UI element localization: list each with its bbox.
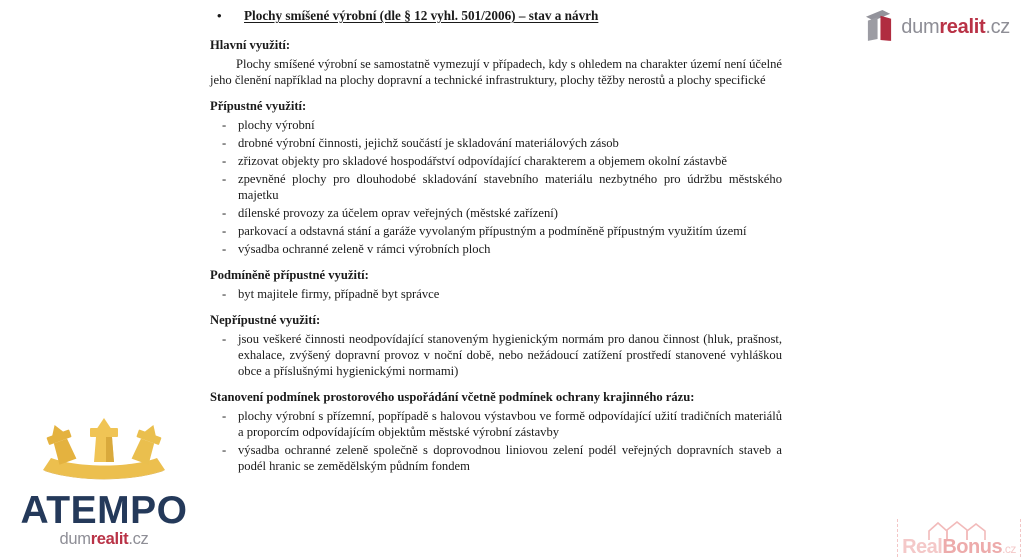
realbonus-text-bonus: Bonus: [942, 536, 1003, 558]
atempo-sub-cz: .cz: [128, 530, 149, 548]
dumrealit-text-cz: .cz: [985, 15, 1010, 38]
atempo-sub-text: [10, 530, 198, 549]
section-heading: Nepřípustné využití:: [210, 313, 321, 327]
dash-marker: -: [222, 332, 227, 346]
section-heading: Hlavní využití:: [210, 38, 291, 52]
dash-marker: -: [222, 224, 227, 238]
bullet-marker: •: [217, 8, 222, 23]
atempo-crown-icon: [37, 471, 171, 488]
list-item-text: dílenské provozy za účelem oprav veřejných (městské zařízení): [238, 206, 558, 220]
atempo-logo-text: ATEMPO: [20, 489, 188, 532]
dash-marker: -: [222, 172, 227, 186]
list-item-text: jsou veškeré činnosti neodpovídající stanoveným hygienickým normám pro danou činnost (hluk, prašnost, exhalace, zvýšený dopravní provoz v noční době, nebo nežádoucí zatížení prostředí stanovené vyhláškou obce a příslušnými hygienickými normami): [238, 332, 782, 378]
realbonus-text: [900, 537, 1018, 557]
list-item: [210, 205, 782, 221]
list-item-text: plochy výrobní s přízemní, popřípadě s halovou výstavbou ve formě odpovídající užití tradičních materiálů a proporcím odpovídajícím objektům městské výrobní zástavby: [238, 409, 782, 439]
atempo-sub-dum: dum: [59, 530, 91, 548]
dash-marker: -: [222, 136, 227, 150]
list-item: [210, 331, 782, 379]
dash-marker: -: [222, 206, 227, 220]
list-item: [210, 286, 782, 302]
dash-marker: -: [222, 242, 227, 256]
realbonus-watermark: [897, 519, 1021, 557]
list-item-text: výsadba ochranné zeleně v rámci výrobních ploch: [238, 242, 491, 256]
section-heading: Stanovení podmínek prostorového uspořádání včetně podmínek ochrany krajinného rázu:: [210, 390, 695, 404]
atempo-sub-realit: realit: [90, 530, 129, 548]
document-title: [210, 8, 782, 24]
section-heading: Podmíněně přípustné využití:: [210, 268, 369, 282]
list-item: [210, 408, 782, 440]
dumrealit-logo: [865, 7, 1010, 47]
list-item-text: plochy výrobní: [238, 118, 315, 132]
atempo-logo: [10, 412, 198, 549]
document-section: [210, 37, 782, 88]
realbonus-text-real: Real: [902, 536, 943, 558]
list-item: [210, 171, 782, 203]
list-item-text: výsadba ochranné zeleně společně s doprovodnou liniovou zelení podél veřejných dopravních staveb a podél hranic se zemědělským půdním fondem: [238, 443, 782, 473]
document-body: [210, 8, 782, 476]
dash-marker: -: [222, 409, 227, 423]
list-item: [210, 241, 782, 257]
document-section: [210, 312, 782, 379]
document-section: [210, 98, 782, 257]
section-paragraph: Plochy smíšené výrobní se samostatně vymezují v případech, kdy s ohledem na charakter území není účelné jeho členění například na plochy dopravní a technické infrastruktury, plochy těžby nerostů a plochy specifické: [210, 57, 782, 87]
list-item: [210, 442, 782, 474]
list-item-text: drobné výrobní činnosti, jejichž součástí je skladování materiálových zásob: [238, 136, 619, 150]
sections-container: [210, 37, 782, 474]
dumrealit-house-icon: [865, 7, 894, 47]
section-heading: Přípustné využití:: [210, 99, 307, 113]
dash-marker: -: [222, 443, 227, 457]
dash-marker: -: [222, 154, 227, 168]
dash-marker: -: [222, 118, 227, 132]
dumrealit-text-dum: dum: [901, 15, 940, 38]
list-item-text: zřizovat objekty pro skladové hospodářství odpovídající charakterem a objemem okolní zástavbě: [238, 154, 727, 168]
document-section: [210, 267, 782, 302]
list-item-text: byt majitele firmy, případně byt správce: [238, 287, 440, 301]
list-item-text: parkovací a odstavná stání a garáže vyvolaným přípustným a podmíněně přípustným využitím území: [238, 224, 747, 238]
list-item: [210, 223, 782, 239]
list-item: [210, 117, 782, 133]
list-item: [210, 135, 782, 151]
list-item-text: zpevněné plochy pro dlouhodobé skladování stavebního materiálu nezbytného pro údržbu městského majetku: [238, 172, 782, 202]
dumrealit-text-realit: realit: [939, 15, 986, 38]
dash-marker: -: [222, 287, 227, 301]
document-title-text: Plochy smíšené výrobní (dle § 12 vyhl. 501/2006) – stav a návrh: [244, 8, 599, 23]
dumrealit-logo-text: [901, 16, 1010, 39]
realbonus-text-cz: .cz: [1002, 542, 1016, 556]
list-item: [210, 153, 782, 169]
document-section: [210, 389, 782, 474]
